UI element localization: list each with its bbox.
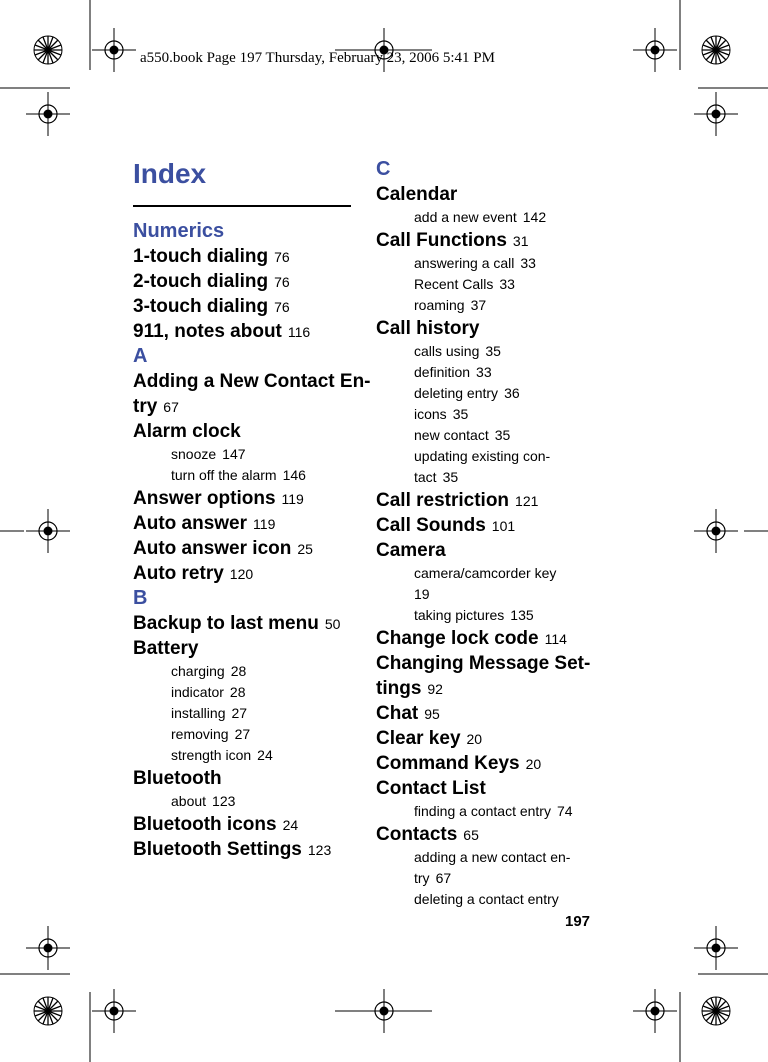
index-sub (414, 563, 591, 584)
index-sub (414, 847, 591, 868)
index-term (133, 636, 353, 661)
index-term (133, 611, 353, 636)
index-term (133, 766, 353, 791)
entry-text: Call history (376, 318, 480, 339)
page-ref: 20 (525, 756, 542, 772)
page-ref: 35 (494, 427, 511, 443)
page-ref: 123 (307, 842, 332, 858)
entry-text: Auto retry (133, 563, 224, 584)
index-sub (414, 341, 591, 362)
page-ref: 33 (476, 364, 492, 380)
index-sub (171, 444, 353, 465)
entry-text: try (133, 396, 158, 417)
index-sub (171, 661, 353, 682)
page-ref: 20 (466, 731, 483, 747)
index-sub (414, 467, 591, 488)
page-ref: 76 (274, 274, 290, 290)
index-term (133, 561, 353, 586)
page-ref: 31 (512, 233, 529, 249)
page-ref: 119 (253, 516, 276, 532)
entry-text: new contact (414, 427, 489, 443)
index-term (376, 488, 591, 513)
entry-text: Call Functions (376, 230, 507, 251)
index-letter (133, 344, 353, 369)
entry-text: Contact List (376, 778, 486, 799)
entry-text: Adding a New Contact En- (133, 371, 371, 392)
index-term (376, 822, 591, 847)
index-sub (414, 383, 591, 404)
page-ref: 67 (163, 399, 179, 415)
index-sub (414, 425, 591, 446)
entry-text: 911, notes about (133, 321, 282, 342)
entry-text: about (171, 793, 207, 809)
page-ref: 67 (435, 870, 452, 886)
entry-text: indicator (171, 684, 224, 700)
entry-text: charging (171, 663, 225, 679)
entry-text: Auto answer icon (133, 538, 292, 559)
entry-text: removing (171, 726, 229, 742)
entry-text: Recent Calls (414, 276, 494, 292)
index-sub (171, 465, 353, 486)
entry-text: strength icon (171, 747, 252, 763)
index-right-column (376, 157, 591, 910)
index-sub (414, 889, 591, 910)
entry-text: Bluetooth Settings (133, 839, 302, 860)
index-left-column (133, 157, 371, 862)
entry-text: Battery (133, 638, 199, 659)
index-term (376, 626, 591, 651)
entry-text: adding a new contact en- (414, 849, 571, 865)
entry-text: Calendar (376, 184, 458, 205)
entry-text: camera/camcorder key (414, 565, 557, 581)
page-ref: 146 (282, 467, 306, 483)
entry-text: Changing Message Set- (376, 653, 591, 674)
index-term (376, 228, 591, 253)
entry-text: Alarm clock (133, 421, 241, 442)
entry-text: Camera (376, 540, 446, 561)
page-ref: 123 (212, 793, 236, 809)
page-ref: 24 (257, 747, 273, 763)
index-term (133, 486, 353, 511)
entry-text: roaming (414, 297, 465, 313)
page-ref: 135 (510, 607, 534, 623)
entry-text: 3-touch dialing (133, 296, 269, 317)
index-term (133, 837, 353, 862)
page-ref: 35 (485, 343, 501, 359)
index-list-left (133, 219, 371, 862)
page-ref: 120 (229, 566, 254, 582)
page-ref: 35 (442, 469, 459, 485)
entry-text: definition (414, 364, 471, 380)
index-term (376, 701, 591, 726)
index-sub (171, 724, 353, 745)
index-letter (376, 157, 591, 182)
page-ref: 27 (231, 705, 248, 721)
index-sub (414, 868, 591, 889)
index-term (133, 536, 353, 561)
entry-text: 1-touch dialing (133, 246, 269, 267)
page-ref: 121 (515, 493, 539, 509)
index-term (133, 369, 371, 394)
index-sub (414, 605, 591, 626)
entry-text: 2-touch dialing (133, 271, 269, 292)
index-sub (414, 584, 591, 605)
index-term (376, 316, 591, 341)
index-term (376, 676, 591, 701)
page-ref: 114 (544, 631, 567, 647)
page-ref: 74 (556, 803, 573, 819)
entry-text: Answer options (133, 488, 276, 509)
entry-text: Chat (376, 703, 419, 724)
entry-text: finding a contact entry (414, 803, 551, 819)
page-ref: 92 (427, 681, 443, 697)
page-ref: 65 (463, 827, 479, 843)
index-term (376, 538, 591, 563)
entry-text: Change lock code (376, 628, 539, 649)
page-ref: 24 (282, 817, 299, 833)
index-sub (171, 745, 353, 766)
entry-text: Bluetooth (133, 768, 222, 789)
entry-text: C (376, 158, 391, 180)
index-letter (133, 586, 353, 611)
index-term (133, 244, 353, 269)
index-sub (414, 207, 591, 228)
entry-text: snooze (171, 446, 217, 462)
index-sub (414, 446, 591, 467)
index-term (133, 511, 353, 536)
entry-text: Backup to last menu (133, 613, 319, 634)
index-letter (133, 219, 353, 244)
index-term (133, 394, 353, 419)
index-term (133, 419, 353, 444)
index-sub (414, 295, 591, 316)
index-term (376, 651, 591, 676)
entry-text: add a new event (414, 209, 517, 225)
page-ref: 36 (504, 385, 520, 401)
entry-text: taking pictures (414, 607, 505, 623)
page-ref: 37 (470, 297, 487, 313)
index-sub (171, 682, 353, 703)
page-ref: 116 (287, 324, 311, 340)
page-ref: 28 (229, 684, 246, 700)
index-sub (171, 703, 353, 724)
entry-text: turn off the alarm (171, 467, 277, 483)
index-sub (414, 274, 591, 295)
title-rule (133, 205, 351, 207)
index-term (133, 294, 353, 319)
index-term (376, 513, 591, 538)
index-term (376, 726, 591, 751)
page-ref: 27 (234, 726, 251, 742)
entry-text: 19 (414, 586, 430, 602)
entry-text: A (133, 345, 148, 367)
page-ref: 95 (424, 706, 440, 722)
page-number: 197 (565, 913, 591, 930)
entry-text: Clear key (376, 728, 461, 749)
page-ref: 35 (452, 406, 469, 422)
index-term (133, 319, 353, 344)
index-sub (414, 362, 591, 383)
index-sub (414, 801, 591, 822)
entry-text: updating existing con- (414, 448, 551, 464)
page-ref: 142 (522, 209, 547, 225)
entry-text: installing (171, 705, 226, 721)
entry-text: B (133, 587, 148, 609)
entry-text: icons (414, 406, 447, 422)
page-ref: 28 (230, 663, 247, 679)
entry-text: Numerics (133, 220, 225, 242)
entry-text: Call restriction (376, 490, 510, 511)
entry-text: Call Sounds (376, 515, 486, 536)
entry-text: calls using (414, 343, 480, 359)
entry-text: Command Keys (376, 753, 520, 774)
entry-text: deleting entry (414, 385, 499, 401)
print-header: a550.book Page 197 Thursday, February 23, 2006 5:41 PM (140, 50, 495, 66)
page-ref: 101 (491, 518, 516, 534)
page-ref: 76 (274, 299, 290, 315)
page-ref: 76 (274, 249, 290, 265)
page-ref: 50 (324, 616, 341, 632)
entry-text: try (414, 870, 430, 886)
page-ref: 147 (222, 446, 246, 462)
index-term (133, 269, 353, 294)
page-ref: 119 (281, 491, 304, 507)
entry-text: answering a call (414, 255, 515, 271)
index-sub (171, 791, 353, 812)
page-ref: 25 (297, 541, 313, 557)
page-ref: 33 (499, 276, 515, 292)
index-list-right (376, 157, 591, 910)
index-term (376, 182, 591, 207)
entry-text: tact (414, 469, 437, 485)
index-sub (414, 253, 591, 274)
entry-text: deleting a contact entry (414, 891, 559, 907)
entry-text: tings (376, 678, 422, 699)
index-term (376, 776, 591, 801)
entry-text: Auto answer (133, 513, 248, 534)
index-term (376, 751, 591, 776)
index-sub (414, 404, 591, 425)
entry-text: Contacts (376, 824, 458, 845)
page-title: Index (133, 158, 207, 189)
page-ref: 33 (520, 255, 536, 271)
index-term (133, 812, 353, 837)
entry-text: Bluetooth icons (133, 814, 277, 835)
